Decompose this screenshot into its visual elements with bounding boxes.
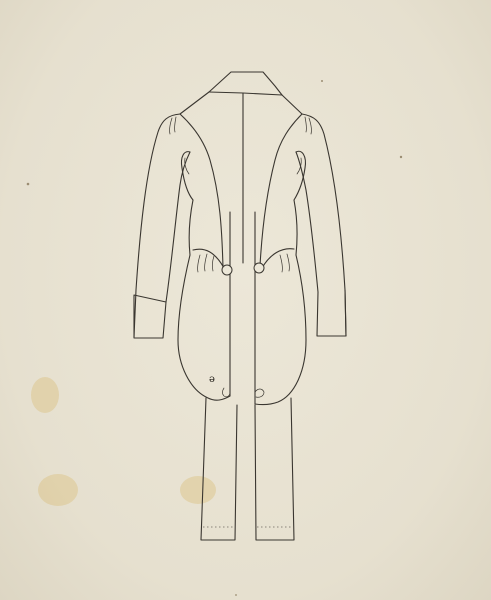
- left-tail-button: [223, 388, 231, 397]
- right-sleeve-outer: [282, 95, 346, 336]
- collar-top: [209, 72, 282, 95]
- right-waist-button: [254, 263, 264, 273]
- left-gather-2: [175, 117, 176, 132]
- left-sleeve-outer: [134, 92, 209, 337]
- left-back-seam: [180, 114, 223, 268]
- right-trouser-leg: [255, 398, 294, 540]
- right-tail-button: [255, 389, 264, 397]
- left-waist-button: [222, 265, 232, 275]
- speck-2: [321, 80, 323, 82]
- left-skirt-gather-2: [205, 254, 207, 271]
- left-gather-1: [170, 118, 172, 134]
- left-cuff: [134, 295, 166, 338]
- left-sleeve-inner: [166, 152, 190, 302]
- right-armhole: [294, 151, 305, 200]
- paper-stains: [27, 80, 402, 596]
- speck-4: [235, 594, 237, 596]
- collar-base: [209, 92, 282, 95]
- right-gather-2: [305, 117, 306, 132]
- left-skirt-gather-3: [212, 256, 214, 271]
- stain-left-lower: [38, 474, 78, 506]
- left-skirt-gather-1: [198, 255, 200, 272]
- stain-center: [180, 476, 216, 504]
- speck-1: [27, 183, 30, 186]
- trousers: [201, 398, 294, 540]
- left-trouser-leg: [201, 398, 237, 540]
- left-coat-tail: [178, 200, 230, 400]
- coat: [134, 72, 346, 405]
- left-armhole-fold: [185, 158, 189, 174]
- right-skirt-gather-1: [280, 255, 282, 272]
- right-skirt-gather-2: [287, 254, 289, 271]
- right-cuff: [317, 290, 346, 336]
- speck-3: [400, 156, 402, 158]
- right-gather-1: [309, 118, 311, 134]
- right-back-seam: [260, 114, 302, 266]
- stain-left-upper: [31, 377, 59, 413]
- pocket-mark: ə: [209, 374, 215, 385]
